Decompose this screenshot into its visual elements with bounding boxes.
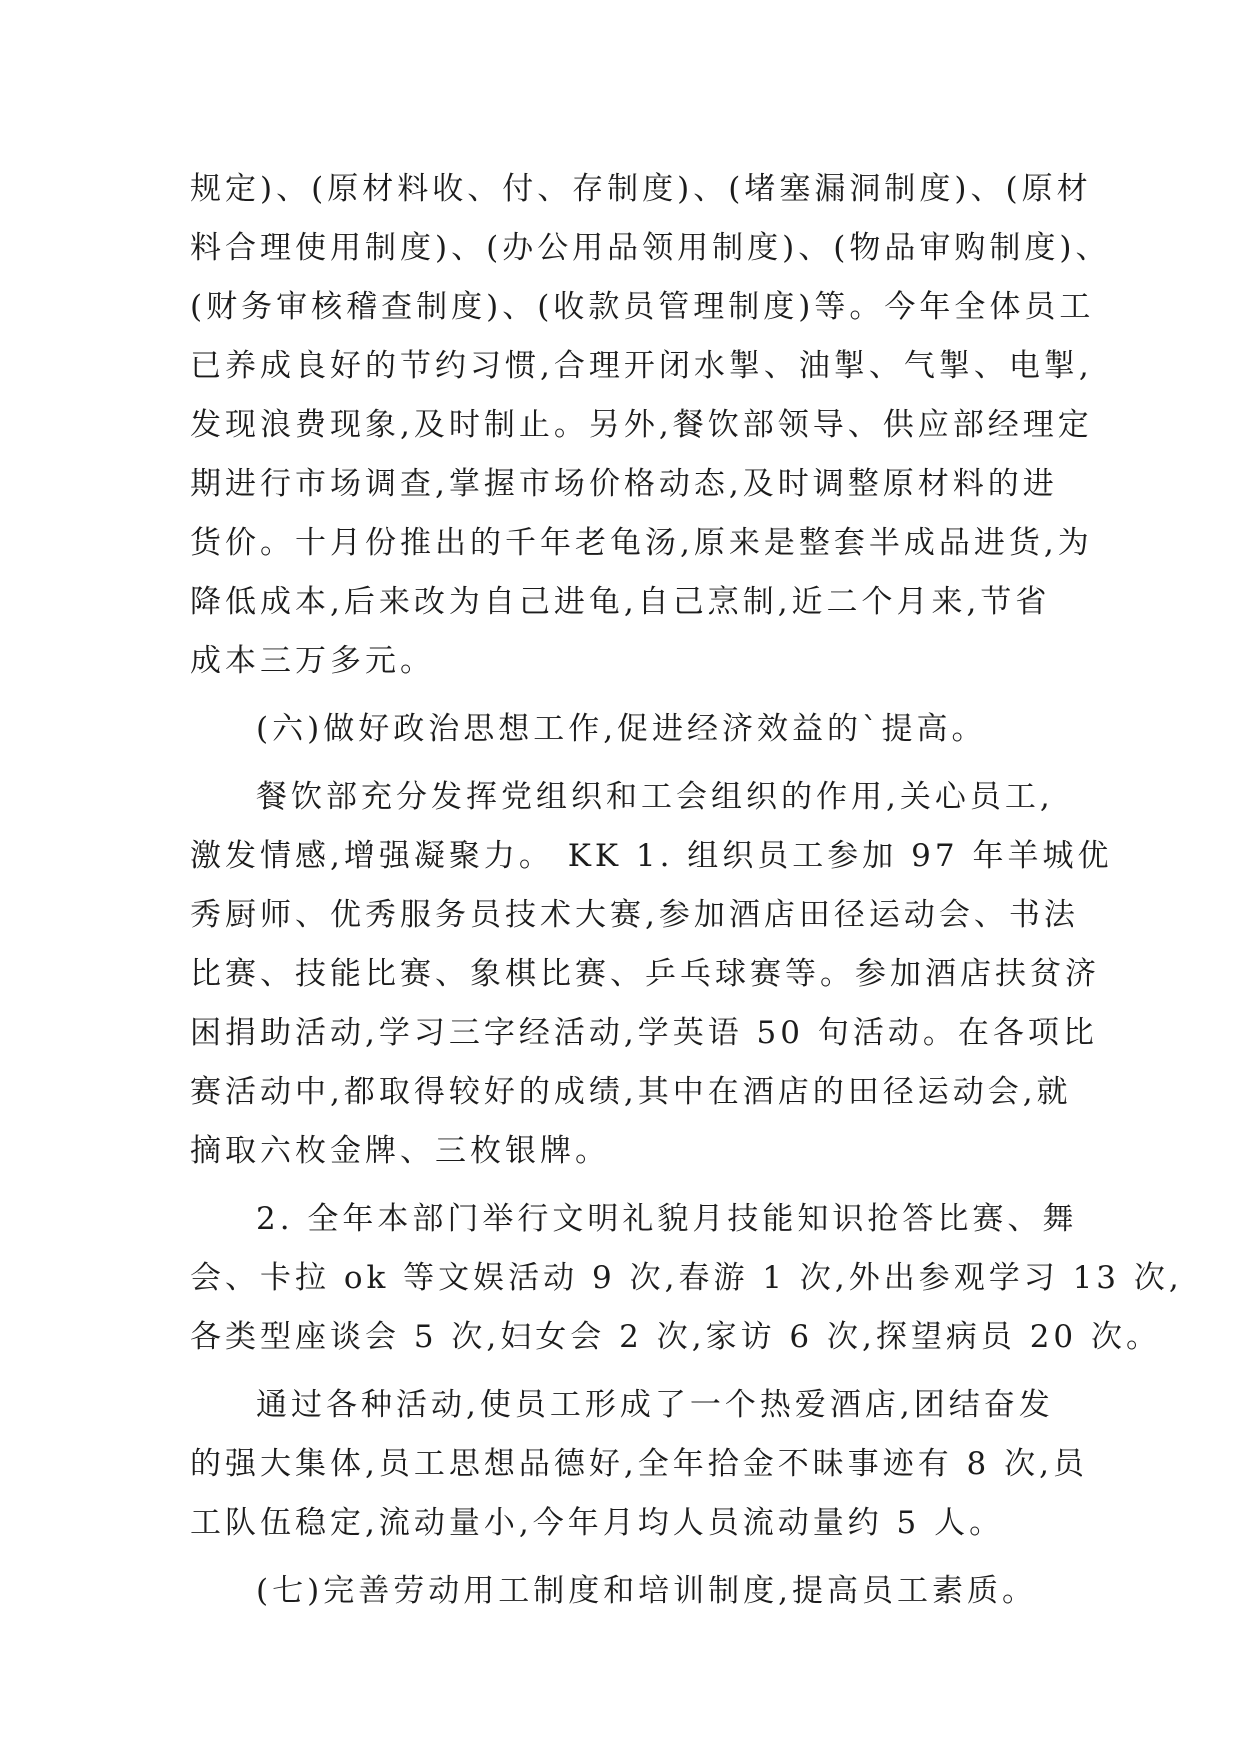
text-line: 已养成良好的节约习惯,合理开闭水掣、油掣、气掣、电掣,	[190, 348, 1093, 384]
section-heading: (七)完善劳动用工制度和培训制度,提高员工素质。	[256, 1573, 1038, 1609]
text-line: 通过各种活动,使员工形成了一个热爱酒店,团结奋发	[256, 1387, 1054, 1423]
text-line: (财务审核稽查制度)、(收款员管理制度)等。今年全体员工	[190, 289, 1095, 325]
text-line: 摘取六枚金牌、三枚银牌。	[190, 1133, 610, 1169]
text-line: 工队伍稳定,流动量小,今年月均人员流动量约 5 人。	[190, 1505, 1005, 1541]
text-line: 的强大集体,员工思想品德好,全年拾金不昧事迹有 8 次,员	[190, 1446, 1088, 1482]
text-line: 困捐助活动,学习三字经活动,学英语 50 句活动。在各项比	[190, 1015, 1098, 1051]
text-line: 降低成本,后来改为自己进龟,自己烹制,近二个月来,节省	[190, 584, 1051, 620]
document-body	[190, 160, 1183, 1621]
text-line: 激发情感,增强凝聚力。 KK 1. 组织员工参加 97 年羊城优	[190, 838, 1113, 874]
text-line: 料合理使用制度)、(办公用品领用制度)、(物品审购制度)、	[190, 230, 1111, 266]
text-line: 期进行市场调查,掌握市场价格动态,及时调整原材料的进	[190, 466, 1058, 502]
text-line: 各类型座谈会 5 次,妇女会 2 次,家访 6 次,探望病员 20 次。	[190, 1319, 1162, 1355]
section-heading: (六)做好政治思想工作,促进经济效益的`提高。	[256, 711, 987, 747]
text-line: 货价。十月份推出的千年老龟汤,原来是整套半成品进货,为	[190, 525, 1093, 561]
text-line: 2. 全年本部门举行文明礼貌月技能知识抢答比赛、舞	[256, 1201, 1078, 1237]
text-line: 会、卡拉 ok 等文娱活动 9 次,春游 1 次,外出参观学习 13 次,	[190, 1260, 1183, 1296]
text-line: 赛活动中,都取得较好的成绩,其中在酒店的田径运动会,就	[190, 1074, 1072, 1110]
text-line: 发现浪费现象,及时制止。另外,餐饮部领导、供应部经理定	[190, 407, 1093, 443]
text-line: 餐饮部充分发挥党组织和工会组织的作用,关心员工,	[256, 779, 1054, 815]
text-line: 秀厨师、优秀服务员技术大赛,参加酒店田径运动会、书法	[190, 897, 1079, 933]
text-line: 成本三万多元。	[190, 643, 435, 679]
text-line: 比赛、技能比赛、象棋比赛、乒乓球赛等。参加酒店扶贫济	[190, 956, 1100, 992]
text-line: 规定)、(原材料收、付、存制度)、(堵塞漏洞制度)、(原材	[190, 171, 1092, 207]
